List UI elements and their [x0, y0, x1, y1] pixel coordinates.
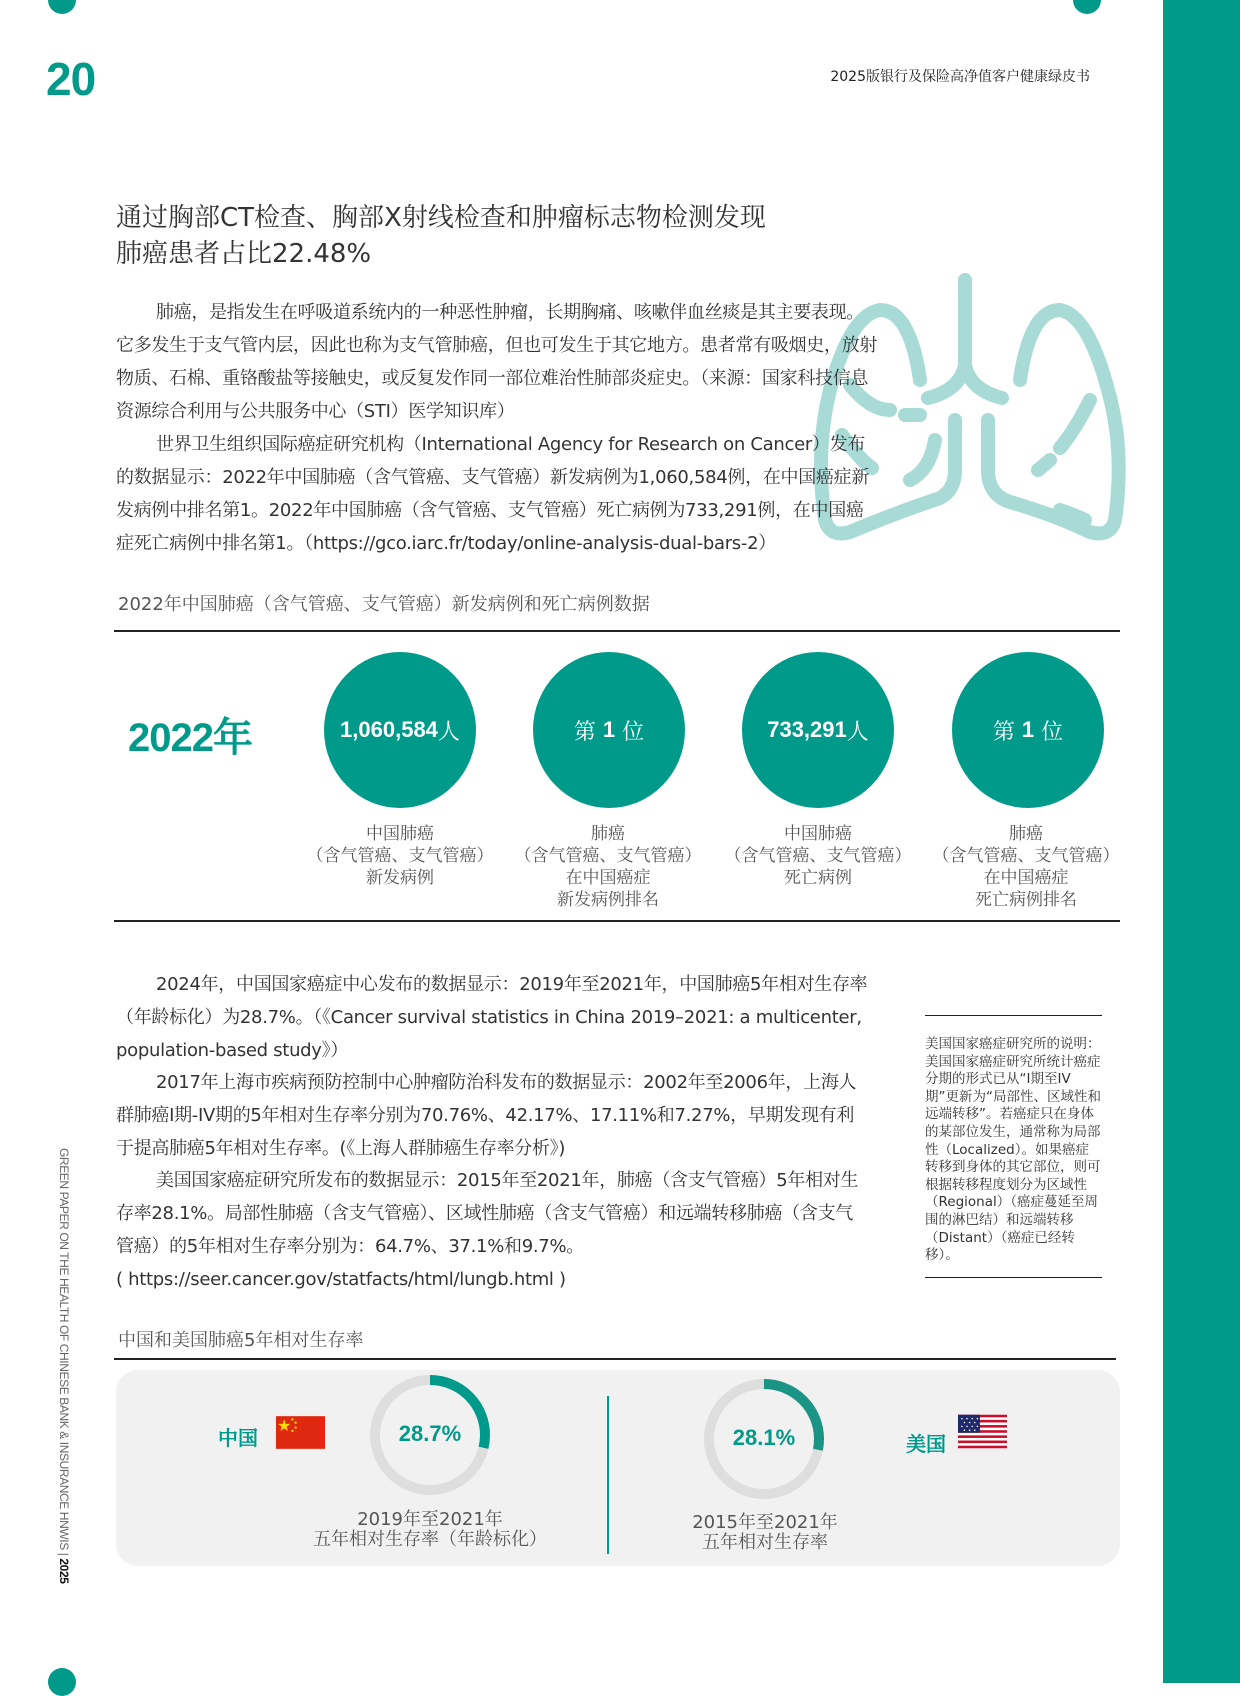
intro-paragraph-2: 世界卫生组织国际癌症研究机构（International Agency for Research on Cancer）发布的数据显示：2022年中国肺癌（含气管癌、支气管癌）新发病例为1,060,584例，在中国癌症新发病例中排名第1。2022年中国肺癌（含气管癌、支气管癌）死亡病例为733,291例，在中国癌症死亡病例中排名第1。（https://gco.iarc.fr/today/online-analysis-dual-bars-2）	[116, 434, 870, 554]
stat-caption-deaths	[718, 823, 918, 889]
stat-circle-new-cases	[324, 652, 476, 808]
china-survival-value: 28.7%	[398, 1421, 462, 1446]
stats-top-rule	[114, 630, 1120, 632]
china-flag-icon	[276, 1415, 325, 1450]
decor-dot-top-left	[48, 0, 76, 14]
panel-divider	[607, 1396, 609, 1554]
caption-line: 新发病例排名	[557, 890, 659, 910]
intro-paragraph-1: 肺癌，是指发生在呼吸道系统内的一种恶性肿瘤，长期胸痛、咳嗽伴血丝痰是其主要表现。它多发生于支气管内层，因此也称为支气管肺癌，但也可发生于其它地方。患者常有吸烟史，放射物质、石棉、重铬酸盐等接触史，或反复发作同一部位难治性肺部炎症史。（来源：国家科技信息资源综合利用与公共服务中心（STI）医学知识库）	[116, 302, 878, 422]
stats-year: 2022年	[128, 716, 252, 760]
stat-value: 1,060,584	[340, 717, 438, 742]
caption-line: 在中国癌症	[983, 868, 1069, 888]
caption-line: （含气管癌、支气管癌）	[306, 846, 494, 866]
caption-line: 五年相对生存率	[702, 1532, 828, 1553]
comparison-section-label: 中国和美国肺癌5年相对生存率	[118, 1330, 364, 1351]
side-text-year: 2025	[57, 1558, 71, 1584]
caption-line: 肺癌	[1009, 824, 1043, 844]
survival-paragraph-1: 2024年，中国国家癌症中心发布的数据显示：2019年至2021年，中国肺癌5年相对生存率（年龄标化）为28.7%。（《Cancer survival statistics in China 2019–2021: a multicenter, population-based study》）	[116, 974, 868, 1061]
page-number: 20	[46, 53, 96, 105]
stat-caption-new-cases	[300, 823, 500, 889]
caption-line: （含气管癌、支气管癌）	[514, 846, 702, 866]
stat-unit: 位	[1041, 719, 1064, 745]
caption-line: （含气管癌、支气管癌）	[724, 846, 912, 866]
caption-line: 2015年至2021年	[692, 1512, 838, 1533]
caption-line: （含气管癌、支气管癌）	[932, 846, 1120, 866]
heading-line-2: 肺癌患者占比22.48%	[116, 239, 372, 269]
country-label-china: 中国	[218, 1426, 258, 1450]
stat-circle-deaths	[742, 652, 894, 808]
survival-comparison-panel	[116, 1370, 1120, 1566]
china-survival-caption	[290, 1510, 570, 1550]
survival-paragraph-3: 美国国家癌症研究所发布的数据显示：2015年至2021年，肺癌（含支气管癌）5年相对生存率28.1%。局部性肺癌（含支气管癌）、区域性肺癌（含支气管癌）和远端转移肺癌（含支气管癌）的5年相对生存率分别为：64.7%、37.1%和9.7%。	[116, 1170, 859, 1257]
caption-line: 中国肺癌	[784, 824, 852, 844]
side-text-label: GREEN PAPER ON THE HEALTH OF CHINESE BANK & INSURANCE HNWIS	[57, 1148, 71, 1550]
stat-value: 733,291	[767, 717, 847, 742]
header-title: 2025版银行及保险高净值客户健康绿皮书	[830, 69, 1090, 85]
note-text: 美国国家癌症研究所的说明：美国国家癌症研究所统计癌症分期的形式已从“I期至IV期”更新为“局部性、区域性和远端转移”。若癌症只在身体的某部位发生，通常称为局部性（Localized）。如果癌症转移到身体的其它部位，则可根据转移程度划分为区域性（Regional）（癌症蔓延至周围的淋巴结）和远端转移（Distant）（癌症已经转移）。	[925, 1036, 1101, 1264]
stat-circle-deaths-rank	[952, 652, 1104, 808]
caption-line: 五年相对生存率（年龄标化）	[313, 1529, 547, 1550]
usa-survival-caption	[665, 1513, 865, 1553]
survival-paragraph-2: 2017年上海市疾病预防控制中心肿瘤防治科发布的数据显示：2002年至2006年，上海人群肺癌I期-IV期的5年相对生存率分别为70.76%、42.17%、17.11%和7.27%，早期发现有利于提高肺癌5年相对生存率。(《上海人群肺癌生存率分析》)	[116, 1072, 857, 1159]
stats-section-label: 2022年中国肺癌（含气管癌、支气管癌）新发病例和死亡病例数据	[118, 594, 650, 615]
stat-caption-new-cases-rank	[508, 823, 708, 911]
section-heading	[116, 200, 876, 272]
stat-prefix: 第	[573, 719, 596, 745]
decor-dot-top-right	[1073, 0, 1101, 14]
caption-line: 死亡病例排名	[975, 890, 1077, 910]
heading-line-1: 通过胸部CT检查、胸部X射线检查和肿瘤标志物检测发现	[116, 203, 766, 233]
stat-caption-deaths-rank	[926, 823, 1126, 911]
stat-prefix: 第	[992, 719, 1015, 745]
caption-line: 新发病例	[366, 868, 434, 888]
stat-value: 1	[1021, 717, 1035, 742]
usa-survival-value: 28.1%	[732, 1425, 796, 1450]
stat-unit: 位	[622, 719, 645, 745]
stat-circle-new-cases-rank	[533, 652, 685, 808]
caption-line: 中国肺癌	[366, 824, 434, 844]
stat-value: 1	[602, 717, 616, 742]
caption-line: 肺癌	[591, 824, 625, 844]
stats-bottom-rule	[114, 920, 1120, 922]
stat-unit: 人	[437, 719, 460, 745]
country-label-usa: 美国	[906, 1432, 946, 1456]
stat-unit: 人	[846, 719, 869, 745]
vertical-side-text: GREEN PAPER ON THE HEALTH OF CHINESE BANK & INSURANCE HNWIS | 2025	[57, 1148, 71, 1584]
usa-flag-icon	[958, 1414, 1007, 1449]
survival-source-link: ( https://seer.cancer.gov/statfacts/html/lungb.html )	[116, 1269, 566, 1290]
caption-line: 2019年至2021年	[357, 1509, 503, 1530]
decor-dot-bottom-left	[48, 1668, 76, 1696]
comparison-top-rule	[114, 1358, 1116, 1360]
right-accent-bar	[1163, 0, 1240, 1683]
caption-line: 死亡病例	[784, 868, 852, 888]
nci-note-box	[925, 1015, 1102, 1278]
caption-line: 在中国癌症	[565, 868, 651, 888]
